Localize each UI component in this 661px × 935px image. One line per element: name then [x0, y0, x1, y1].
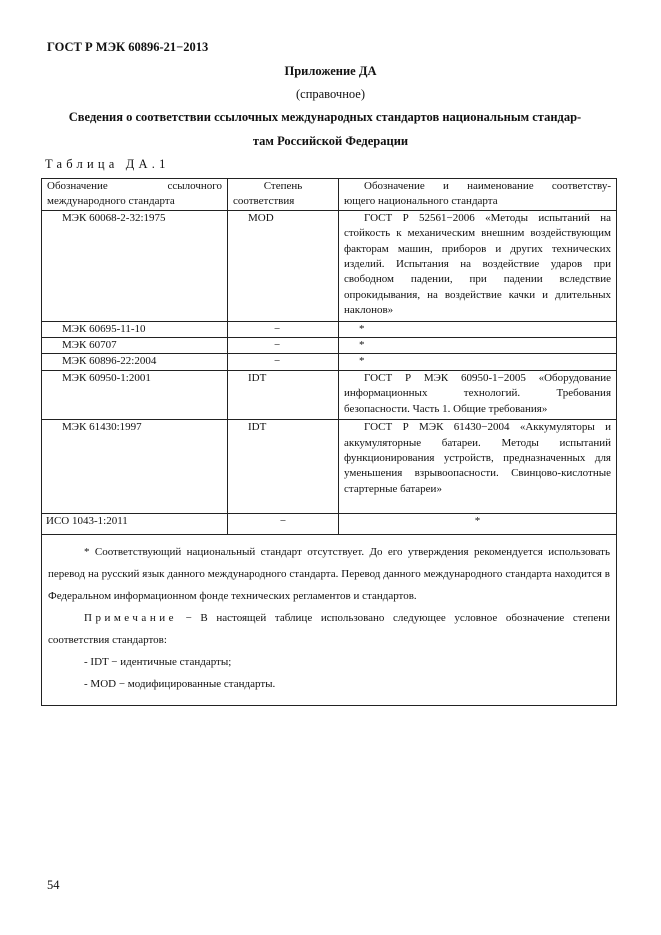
degree-cell: − — [228, 338, 339, 354]
national-standard-cell — [339, 420, 617, 514]
note-text: − В настоящей таблице использовано следующее условное обозначение степени соответствия стандартов: — [48, 612, 610, 647]
col-header-reference-line1: Обозначение ссылочного — [47, 180, 222, 192]
national-standard-text: ГОСТ Р 52561−2006 «Методы испытаний на стойкость к механическим внешним воздействующим факторам машин, приборов и других технических изделий. Испытания на воздействие ударов при свободном падении, при падении вследствие опрокидывания, на воздействие качки и длительных наклонов» — [344, 211, 611, 317]
col-header-degree — [228, 179, 339, 211]
degree-cell: − — [228, 514, 339, 535]
table-row — [42, 514, 617, 535]
national-standard-cell — [339, 210, 617, 321]
national-standard-text: ГОСТ Р МЭК 61430−2004 «Аккумуляторы и аккумуляторные батареи. Методы испытаний функционирования устройств, предназначенных для уменьшения взрывоопасности. Свинцово-кислотные стартерные батареи» — [344, 421, 611, 495]
table-row — [42, 354, 617, 370]
reference-cell: МЭК 60707 — [42, 338, 228, 354]
table-header-row — [42, 179, 617, 211]
reference-cell: МЭК 60695-11-10 — [42, 321, 228, 337]
table-row — [42, 210, 617, 321]
col-header-national-line1: Обозначение и наименование соответству- — [364, 180, 611, 192]
footnote-cell — [42, 535, 617, 706]
national-standard-cell: * — [339, 338, 617, 354]
legend-mod: - MOD − модифицированные стандарты. — [84, 678, 276, 691]
degree-cell: IDT — [228, 370, 339, 419]
degree-cell: IDT — [228, 420, 339, 514]
table-row — [42, 420, 617, 514]
col-header-degree-line2: соответствия — [233, 195, 295, 208]
appendix-type: (справочное) — [295, 87, 366, 101]
reference-cell: МЭК 60068-2-32:1975 — [42, 210, 228, 321]
degree-cell: MOD — [228, 210, 339, 321]
col-header-degree-line1: Степень — [263, 180, 303, 192]
col-header-national — [339, 179, 617, 211]
table-label: Таблица ДА.1 — [45, 157, 170, 171]
correspondence-table — [41, 178, 617, 706]
table-row — [42, 321, 617, 337]
reference-cell: МЭК 61430:1997 — [42, 420, 228, 514]
national-standard-text: ГОСТ Р МЭК 60950-1−2005 «Оборудование информационных технологий. Требования безопасности. Часть 1. Общие требования» — [344, 371, 611, 415]
reference-cell: МЭК 60950-1:2001 — [42, 370, 228, 419]
legend-idt: - IDT − идентичные стандарты; — [84, 656, 232, 669]
degree-cell: − — [228, 354, 339, 370]
standard-id: ГОСТ Р МЭК 60896-21−2013 — [47, 40, 209, 54]
note-label: Примечание — [84, 612, 177, 625]
col-header-reference-line2: международного стандарта — [47, 195, 175, 208]
table-row — [42, 370, 617, 419]
reference-cell: МЭК 60896-22:2004 — [42, 354, 228, 370]
table-row — [42, 338, 617, 354]
degree-cell: − — [228, 321, 339, 337]
col-header-national-line2: ющего национального стандарта — [344, 195, 498, 208]
national-standard-cell: * — [339, 514, 617, 535]
table-footnote-row — [42, 535, 617, 706]
appendix-title: Приложение ДА — [284, 64, 377, 78]
col-header-reference — [42, 179, 228, 211]
page-number: 54 — [47, 878, 60, 892]
appendix-heading-line2: там Российской Федерации — [252, 134, 409, 148]
note-paragraph — [48, 607, 610, 651]
footnote-text: * Соответствующий национальный стандарт отсутствует. До его утверждения рекомендуется использовать перевод на русский язык данного международного стандарта. Перевод данного международного стандарта находится в Федеральном информационном фонде технических регламентов и стандартов. — [48, 546, 610, 603]
appendix-heading-line1: Сведения о соответствии ссылочных международных стандартов национальным стандар- — [68, 110, 582, 124]
national-standard-cell — [339, 370, 617, 419]
national-standard-cell: * — [339, 321, 617, 337]
national-standard-cell: * — [339, 354, 617, 370]
reference-cell: ИСО 1043-1:2011 — [42, 514, 228, 535]
